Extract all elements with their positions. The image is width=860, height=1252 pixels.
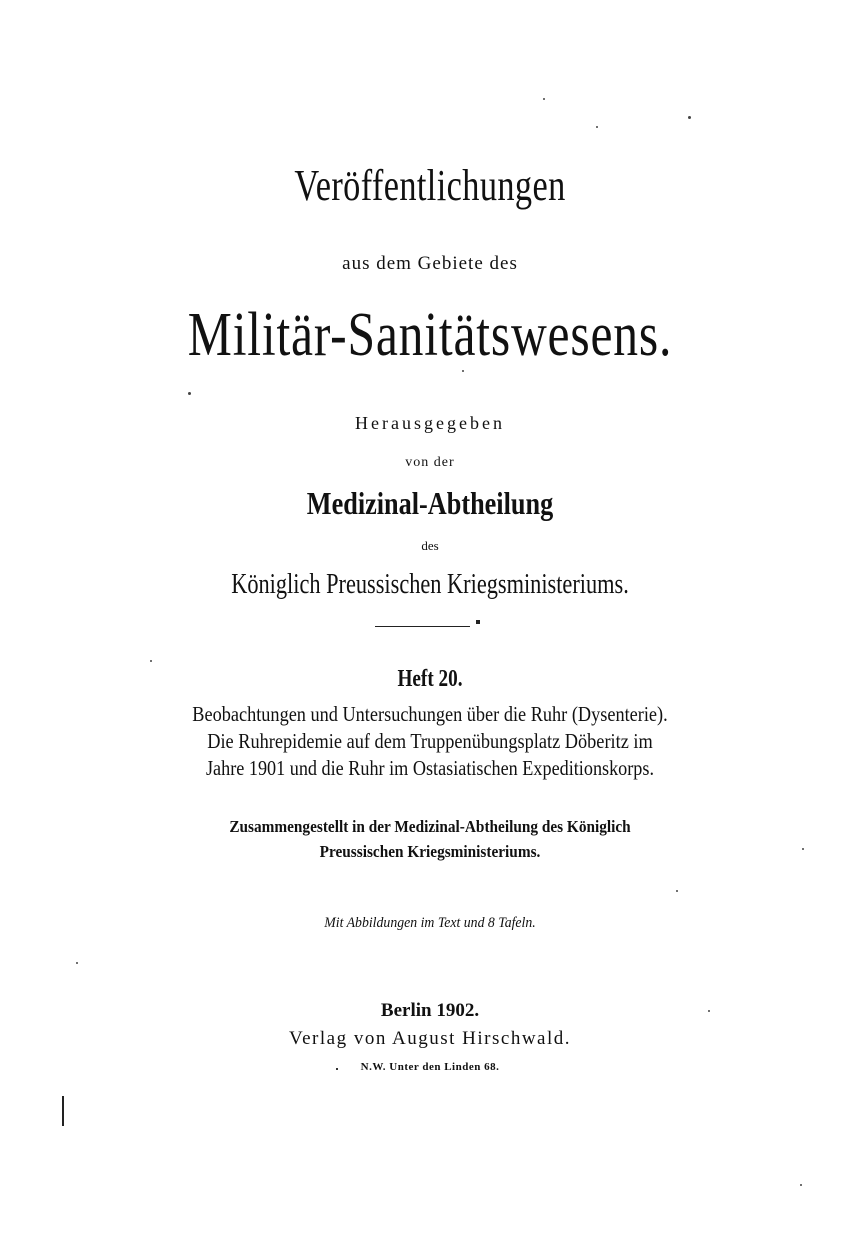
des-text: des bbox=[421, 538, 439, 553]
issue-description-line: Beobachtungen und Untersuchungen über die Ruhr (Dysenterie). bbox=[192, 702, 668, 726]
main-title: Militär-Sanitätswesens. bbox=[187, 301, 673, 369]
issue-number: Heft 20. bbox=[397, 666, 463, 692]
scan-speck bbox=[462, 370, 464, 372]
issue-description-line: Die Ruhrepidemie auf dem Truppenübungsplatz Döberitz im bbox=[207, 729, 653, 753]
editor-label: Herausgegeben bbox=[355, 413, 505, 433]
scan-speck bbox=[596, 126, 598, 128]
department-name: Medizinal-Abtheilung bbox=[306, 485, 554, 521]
compiled-by-line: Zusammengestellt in der Medizinal-Abtheilung des Königlich bbox=[229, 817, 631, 836]
scan-speck bbox=[688, 116, 691, 119]
scan-speck bbox=[708, 1010, 710, 1012]
publisher-address: N.W. Unter den Linden 68. bbox=[360, 1061, 500, 1073]
divider-dot bbox=[476, 620, 480, 624]
scan-speck bbox=[76, 962, 78, 964]
compiled-by-line: Preussischen Kriegsministeriums. bbox=[319, 842, 541, 861]
scan-speck bbox=[676, 890, 678, 892]
issue-description-line: Jahre 1901 und die Ruhr im Ostasiatischen Expeditionskorps. bbox=[205, 756, 655, 780]
scan-speck bbox=[802, 848, 804, 850]
von-der-text: von der bbox=[405, 455, 455, 470]
place-year: Berlin 1902. bbox=[380, 1000, 480, 1021]
illustrations-note: Mit Abbildungen im Text und 8 Tafeln. bbox=[324, 915, 536, 931]
scan-speck bbox=[188, 392, 191, 395]
scan-speck bbox=[800, 1184, 802, 1186]
ministry-name: Königlich Preussischen Kriegsministeriums. bbox=[231, 568, 629, 600]
divider-rule bbox=[375, 626, 470, 627]
scan-speck bbox=[543, 98, 545, 100]
publisher: Verlag von August Hirschwald. bbox=[288, 1028, 572, 1049]
scan-margin-mark bbox=[62, 1096, 64, 1126]
scan-speck bbox=[150, 660, 152, 662]
series-subtitle: aus dem Gebiete des bbox=[342, 253, 518, 274]
series-title: Veröffentlichungen bbox=[294, 161, 566, 210]
